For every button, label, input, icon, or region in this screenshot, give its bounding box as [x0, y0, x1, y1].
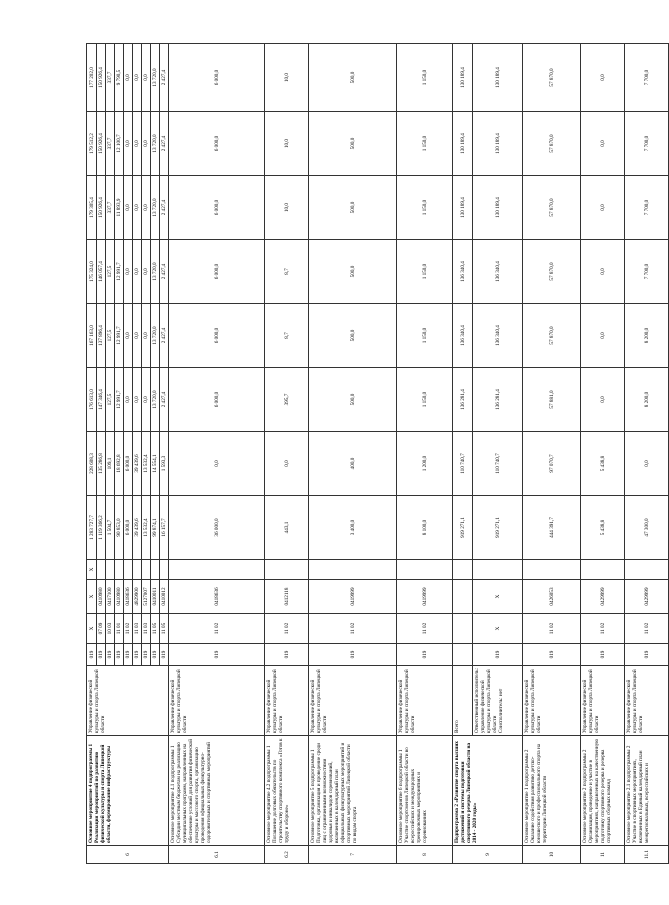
grbs-cell: 019: [265, 644, 309, 666]
amount-cell: 0,0: [581, 44, 625, 112]
section-cell: 07 09: [97, 614, 106, 644]
target-article-cell: 0418636: [169, 580, 265, 614]
target-article-cell: [453, 580, 473, 614]
grbs-cell: 019: [142, 644, 151, 666]
amount-cell: 0,0: [124, 44, 133, 112]
row-number-cell: 8: [397, 846, 453, 864]
target-article-cell: 0429999: [581, 580, 625, 614]
section-cell: 11 02: [309, 614, 397, 644]
expense-type-cell: [473, 560, 523, 580]
amount-cell: 136 340,4: [453, 304, 473, 368]
budget-table: [86, 43, 669, 864]
target-article-cell: 0417100: [106, 580, 115, 614]
amount-cell: 177 202,0: [87, 44, 97, 112]
measure-name-cell: Основное мероприятие 4.1 подпрограммы 1 Субсидии местным бюджетам на реализацию муниципальных программ, направленных на обеспечение условий для развития физической культуры и массового спорта, организацию проведения официальных физкультурно-оздоровительных и спортивных мероприятий: [169, 736, 265, 846]
grbs-cell: 019: [97, 644, 106, 666]
amount-cell: 1 150,0: [397, 112, 453, 176]
amount-cell: 8,7: [265, 240, 309, 304]
amount-cell: 337,7: [106, 44, 115, 112]
amount-cell: 110 740,7: [453, 432, 473, 496]
amount-cell: 10,0: [265, 176, 309, 240]
amount-cell: 0,0: [133, 304, 142, 368]
amount-cell: 1 150,0: [397, 176, 453, 240]
target-article-cell: X: [87, 580, 97, 614]
expense-type-cell: [309, 560, 397, 580]
amount-cell: 135 286,8: [97, 432, 106, 496]
section-cell: 11 02: [523, 614, 581, 644]
amount-cell: 1 200,0: [397, 432, 453, 496]
amount-cell: 57 870,0: [523, 304, 581, 368]
amount-cell: 130 189,4: [473, 112, 523, 176]
amount-cell: 1 119 366,2: [97, 496, 106, 560]
target-article-cell: X: [473, 580, 523, 614]
target-article-cell: 0419999: [309, 580, 397, 614]
amount-cell: 0,0: [142, 368, 151, 432]
expense-type-cell: [523, 560, 581, 580]
amount-cell: 176 613,0: [87, 368, 97, 432]
amount-cell: 3 400,0: [309, 496, 397, 560]
amount-cell: 5 438,8: [581, 496, 625, 560]
amount-cell: 8,7: [265, 304, 309, 368]
measure-name-cell: Основное мероприятие 2.1 подпрограммы 2 Участие в спортивных мероприятиях, включенных в Единый календарный план межрегиональных, всероссийских и: [625, 736, 669, 846]
amount-cell: 13 720,0: [151, 368, 160, 432]
amount-cell: 6 000,0: [169, 112, 265, 176]
responsible-cell: Управление физической культуры и спорта Липецкой области: [169, 666, 265, 736]
amount-cell: 0,0: [133, 368, 142, 432]
amount-cell: 130 189,4: [473, 44, 523, 112]
amount-cell: 57 881,0: [523, 368, 581, 432]
amount-cell: 500,0: [309, 112, 397, 176]
amount-cell: 57 870,0: [523, 240, 581, 304]
expense-type-cell: [160, 560, 169, 580]
target-article-cell: 0429999: [625, 580, 669, 614]
target-article-cell: 0419999: [397, 580, 453, 614]
amount-cell: 6 000,0: [169, 304, 265, 368]
section-cell: 11 01: [115, 614, 124, 644]
amount-cell: 0,0: [124, 112, 133, 176]
amount-cell: 1 150,0: [397, 44, 453, 112]
amount-cell: 0,0: [625, 432, 669, 496]
amount-cell: 6 000,0: [124, 496, 133, 560]
grbs-cell: 019: [87, 644, 97, 666]
responsible-cell: Управление физической культуры и спорта Липецкой области: [265, 666, 309, 736]
amount-cell: 10,0: [265, 44, 309, 112]
amount-cell: 0,0: [142, 304, 151, 368]
section-cell: 10 03: [106, 614, 115, 644]
amount-cell: 7 700,0: [625, 112, 669, 176]
amount-cell: 500,0: [309, 240, 397, 304]
amount-cell: 0,0: [133, 240, 142, 304]
amount-cell: 0,0: [581, 368, 625, 432]
row-number-cell: 6: [87, 846, 169, 864]
expense-type-cell: [581, 560, 625, 580]
amount-cell: 7 700,0: [625, 240, 669, 304]
amount-cell: 0,0: [169, 432, 265, 496]
amount-cell: 337,7: [106, 176, 115, 240]
grbs-cell: 019: [473, 644, 523, 666]
table-row: [625, 44, 669, 864]
amount-cell: 99 874,1: [151, 496, 160, 560]
amount-cell: 1 593,3: [160, 432, 169, 496]
grbs-cell: 019: [133, 644, 142, 666]
responsible-cell: Всего: [453, 666, 473, 736]
amount-cell: 6 000,0: [169, 176, 265, 240]
amount-cell: 13 720,0: [151, 240, 160, 304]
grbs-cell: 019: [523, 644, 581, 666]
amount-cell: 337,7: [106, 112, 115, 176]
responsible-cell: Управление физической культуры и спорта Липецкой области: [397, 666, 453, 736]
amount-cell: 136 340,4: [473, 304, 523, 368]
table-row: [309, 44, 397, 864]
section-cell: 11 02: [169, 614, 265, 644]
amount-cell: 9 790,5: [115, 44, 124, 112]
section-cell: 11 03: [133, 614, 142, 644]
amount-cell: 147 346,4: [97, 368, 106, 432]
amount-cell: 919 271,1: [473, 496, 523, 560]
responsible-cell: Управление физической культуры и спорта Липецкой области: [581, 666, 625, 736]
amount-cell: 179 512,2: [87, 112, 97, 176]
target-article-cell: 0410011: [151, 580, 160, 614]
expense-type-cell: [142, 560, 151, 580]
table-row: [581, 44, 625, 864]
amount-cell: 167 163,0: [87, 304, 97, 368]
amount-cell: 444 391,7: [523, 496, 581, 560]
grbs-cell: 019: [397, 644, 453, 666]
section-cell: 11 02: [397, 614, 453, 644]
amount-cell: 57 870,0: [523, 176, 581, 240]
amount-cell: 13 720,0: [151, 304, 160, 368]
section-cell: X: [87, 614, 97, 644]
amount-cell: 11 893,9: [115, 176, 124, 240]
amount-cell: 0,0: [133, 44, 142, 112]
amount-cell: 39 439,6: [133, 432, 142, 496]
measure-name-cell: Основное мероприятие 2 подпрограммы 2 Организация, проведение и участие в мероприятиях, направленных на качественную подготовку спортивного резерва и резерва спортивных сборных команд: [581, 736, 625, 846]
row-number-cell: 11: [581, 846, 625, 864]
responsible-cell: Управление физической культуры и спорта Липецкой области: [309, 666, 397, 736]
amount-cell: 136 340,4: [453, 240, 473, 304]
target-article-cell: 0412118: [265, 580, 309, 614]
amount-cell: 13 532,4: [142, 496, 151, 560]
amount-cell: 2 427,4: [160, 112, 169, 176]
expense-type-cell: [169, 560, 265, 580]
responsible-cell: Управление физической культуры и спорта Липецкой области: [87, 666, 169, 736]
amount-cell: 57 870,0: [523, 44, 581, 112]
table-row: [87, 44, 97, 864]
row-number-cell: 7: [309, 846, 397, 864]
target-article-cell: 4829900: [133, 580, 142, 614]
amount-cell: 8 200,0: [625, 304, 669, 368]
amount-cell: 6 000,0: [169, 240, 265, 304]
row-number-cell: 10: [523, 846, 581, 864]
target-article-cell: 0426053: [523, 580, 581, 614]
amount-cell: 5 438,8: [581, 432, 625, 496]
measure-name-cell: Основное мероприятие 4.2 подпрограммы 1 Погашение долговых обязательств по строительству спортивного комплекса «Готов к труду и обороне»: [265, 736, 309, 846]
grbs-cell: 019: [151, 644, 160, 666]
amount-cell: 1 283 727,7: [87, 496, 97, 560]
amount-cell: 127,5: [106, 368, 115, 432]
amount-cell: 13 720,0: [151, 176, 160, 240]
expense-type-cell: [453, 560, 473, 580]
amount-cell: 39 439,6: [133, 496, 142, 560]
amount-cell: 6 000,0: [169, 44, 265, 112]
amount-cell: 16 157,7: [160, 496, 169, 560]
amount-cell: 500,0: [309, 176, 397, 240]
amount-cell: 0,0: [133, 112, 142, 176]
row-number-cell: 6.1: [169, 846, 265, 864]
row-number-cell: 6.2: [265, 846, 309, 864]
amount-cell: 2 427,4: [160, 176, 169, 240]
amount-cell: 1 150,0: [397, 368, 453, 432]
amount-cell: 13 720,0: [151, 44, 160, 112]
grbs-cell: 019: [169, 644, 265, 666]
amount-cell: 127,5: [106, 240, 115, 304]
expense-type-cell: [265, 560, 309, 580]
grbs-cell: 019: [160, 644, 169, 666]
table-row: [265, 44, 309, 864]
expense-type-cell: [106, 560, 115, 580]
amount-cell: 0,0: [142, 176, 151, 240]
measure-name-cell: Основное мероприятие 5 подпрограммы 1 Подготовка, организация и проведение среди лиц с ограниченными возможностями здоровья и инвалидов соревнований, включенных в календарный план официальных физкультурных мероприятий и спортивных мероприятий Липецкой области по видам спорта: [309, 736, 397, 846]
amount-cell: 6 000,0: [169, 368, 265, 432]
amount-cell: 10,0: [265, 112, 309, 176]
target-article-cell: 0410980: [115, 580, 124, 614]
amount-cell: 8 200,0: [625, 368, 669, 432]
measure-name-cell: Основное мероприятие 1 подпрограммы 2 Оказание содействия развитию детско-юношеского и профессионального спорта на территории Липецкой области: [523, 736, 581, 846]
measure-name-cell: Подпрограмма 2 «Развитие спорта высших достижений и системы подготовки спортивного резерва Липецкой области на 2014 - 2020 годы»: [453, 736, 523, 846]
amount-cell: 0,0: [124, 368, 133, 432]
amount-cell: 136 281,4: [453, 368, 473, 432]
grbs-cell: 019: [115, 644, 124, 666]
amount-cell: 0,0: [581, 304, 625, 368]
amount-cell: 36 000,0: [169, 496, 265, 560]
amount-cell: 1 150,0: [397, 240, 453, 304]
section-cell: 11 05: [160, 614, 169, 644]
section-cell: 11 02: [625, 614, 669, 644]
row-number-cell: 9: [453, 846, 523, 864]
section-cell: 11 03: [142, 614, 151, 644]
amount-cell: 175 324,0: [87, 240, 97, 304]
amount-cell: 150 926,4: [97, 176, 106, 240]
amount-cell: 1 150,0: [397, 304, 453, 368]
amount-cell: 2 427,4: [160, 368, 169, 432]
amount-cell: 57 870,0: [523, 112, 581, 176]
amount-cell: 179 305,4: [87, 176, 97, 240]
expense-type-cell: [625, 560, 669, 580]
section-cell: X: [473, 614, 523, 644]
amount-cell: 0,0: [581, 240, 625, 304]
expense-type-cell: [124, 560, 133, 580]
amount-cell: 2 427,4: [160, 240, 169, 304]
expense-type-cell: [397, 560, 453, 580]
amount-cell: 8 100,0: [397, 496, 453, 560]
amount-cell: 150 926,4: [97, 44, 106, 112]
section-cell: 11 02: [265, 614, 309, 644]
amount-cell: 90 853,0: [115, 496, 124, 560]
section-cell: 11 02: [581, 614, 625, 644]
grbs-cell: 019: [581, 644, 625, 666]
row-number-cell: 11.1: [625, 846, 669, 864]
amount-cell: 0,0: [124, 176, 133, 240]
amount-cell: 13 720,0: [151, 112, 160, 176]
amount-cell: 0,0: [142, 44, 151, 112]
target-article-cell: 0410012: [160, 580, 169, 614]
amount-cell: 136 281,4: [473, 368, 523, 432]
amount-cell: 130 189,4: [453, 44, 473, 112]
amount-cell: 7 700,0: [625, 176, 669, 240]
expense-type-cell: [151, 560, 160, 580]
grbs-cell: 019: [124, 644, 133, 666]
amount-cell: 109,1: [106, 432, 115, 496]
target-article-cell: 5127007: [142, 580, 151, 614]
amount-cell: 12 991,7: [115, 304, 124, 368]
amount-cell: 2 427,4: [160, 44, 169, 112]
amount-cell: 130 189,4: [473, 176, 523, 240]
co-executor-label: Соисполнитель: нет: [498, 688, 504, 733]
table-row: [523, 44, 581, 864]
amount-cell: 146 057,4: [97, 240, 106, 304]
amount-cell: 47 300,0: [625, 496, 669, 560]
amount-cell: 0,0: [133, 176, 142, 240]
target-article-cell: 0410980: [97, 580, 106, 614]
amount-cell: 0,0: [142, 112, 151, 176]
table-row: [169, 44, 265, 864]
grbs-cell: 019: [106, 644, 115, 666]
amount-cell: 150 926,4: [97, 112, 106, 176]
responsible-cell: Ответственный исполнитель: управление физической культуры и спорта Липецкой области Соисполнитель: нет: [473, 666, 523, 736]
amount-cell: 228 608,3: [87, 432, 97, 496]
amount-cell: 12 100,7: [115, 112, 124, 176]
rotated-table-wrapper: [86, 44, 650, 864]
amount-cell: 443,1: [265, 496, 309, 560]
responsible-cell: Управление физической культуры и спорта Липецкой области: [523, 666, 581, 736]
amount-cell: 7 700,0: [625, 44, 669, 112]
amount-cell: 13 532,4: [142, 432, 151, 496]
measure-name-cell: Основное мероприятие 4 подпрограммы 1 Реализация мероприятий по развитию физической культуры и спорта Липецкой области, формирование инфраструктуры: [87, 736, 169, 846]
amount-cell: 97 070,7: [523, 432, 581, 496]
amount-cell: 0,0: [265, 432, 309, 496]
section-cell: [453, 614, 473, 644]
amount-cell: 130 189,4: [453, 112, 473, 176]
table-row: [453, 44, 473, 864]
amount-cell: 400,0: [309, 432, 397, 496]
responsible-cell: Управление физической культуры и спорта Липецкой области: [625, 666, 669, 736]
grbs-cell: 019: [309, 644, 397, 666]
amount-cell: 500,0: [309, 44, 397, 112]
expense-type-cell: [115, 560, 124, 580]
amount-cell: 0,0: [581, 176, 625, 240]
expense-type-cell: [133, 560, 142, 580]
grbs-cell: 019: [625, 644, 669, 666]
amount-cell: 12 991,7: [115, 240, 124, 304]
amount-cell: 919 271,1: [453, 496, 473, 560]
amount-cell: 500,0: [309, 304, 397, 368]
grbs-cell: [453, 644, 473, 666]
expense-type-cell: X: [87, 560, 97, 580]
table-row: [397, 44, 453, 864]
amount-cell: 130 189,4: [453, 176, 473, 240]
target-article-cell: 0418636: [124, 580, 133, 614]
section-cell: 11 05: [151, 614, 160, 644]
amount-cell: 12 991,7: [115, 368, 124, 432]
amount-cell: 18 692,8: [115, 432, 124, 496]
amount-cell: 0,0: [124, 304, 133, 368]
amount-cell: 500,0: [309, 368, 397, 432]
amount-cell: 137 896,4: [97, 304, 106, 368]
expense-type-cell: [97, 560, 106, 580]
amount-cell: 136 340,4: [473, 240, 523, 304]
amount-cell: 0,0: [142, 240, 151, 304]
amount-cell: 2 427,4: [160, 304, 169, 368]
amount-cell: 0,0: [124, 240, 133, 304]
amount-cell: 395,7: [265, 368, 309, 432]
section-cell: 11 02: [124, 614, 133, 644]
amount-cell: 127,5: [106, 304, 115, 368]
amount-cell: 1 504,7: [106, 496, 115, 560]
amount-cell: 110 740,7: [473, 432, 523, 496]
amount-cell: 6 000,0: [124, 432, 133, 496]
amount-cell: 0,0: [581, 112, 625, 176]
measure-name-cell: Основное мероприятие 6 подпрограммы 1 Участие спортсменов Липецкой области во всероссийских и международных тренировочных мероприятиях и соревнованиях: [397, 736, 453, 846]
amount-cell: 14 554,1: [151, 432, 160, 496]
